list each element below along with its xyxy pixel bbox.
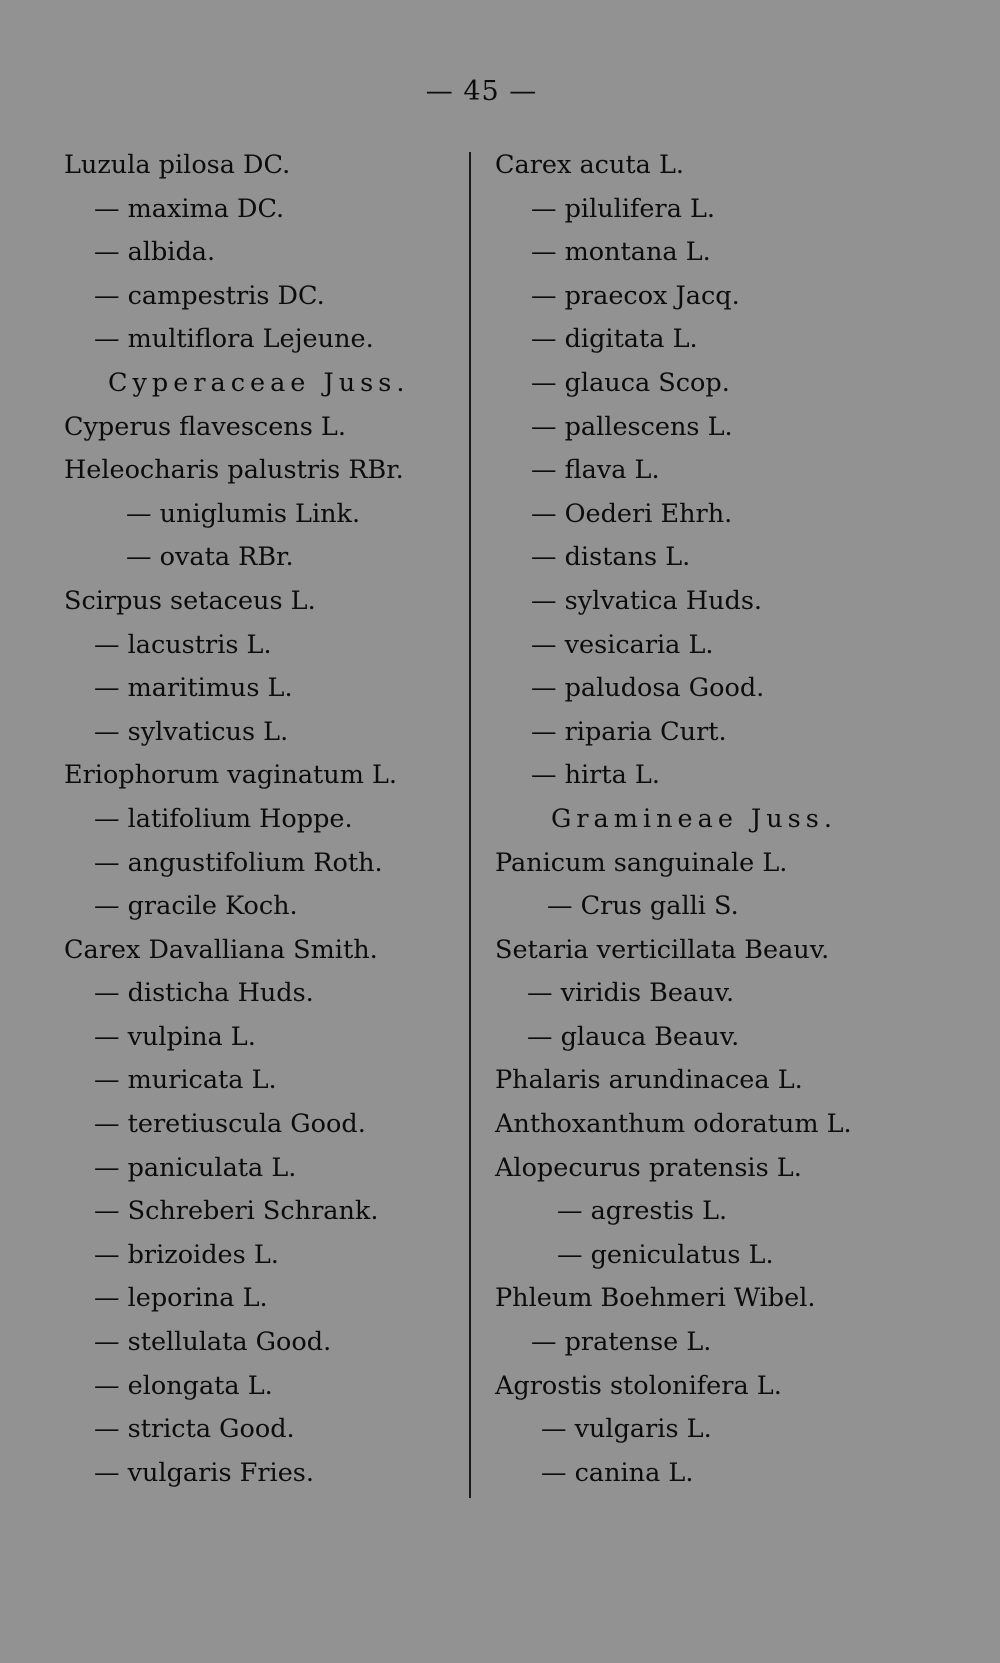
species-entry: — disticha Huds. (94, 978, 314, 1009)
species-entry: — multiflora Lejeune. (94, 324, 374, 355)
species-entry: — Crus galli S. (547, 891, 739, 922)
species-entry: Eriophorum vaginatum L. (64, 760, 398, 791)
species-entry: — latifolium Hoppe. (94, 803, 353, 834)
species-entry: — angustifolium Roth. (94, 847, 383, 878)
family-heading: Gramineae Juss. (551, 803, 837, 834)
species-entry: Luzula pilosa DC. (64, 150, 291, 180)
species-entry: — Oederi Ehrh. (531, 498, 733, 529)
species-entry: — geniculatus L. (557, 1239, 774, 1270)
species-entry: — pallescens L. (531, 411, 733, 442)
species-entry: — hirta L. (531, 760, 660, 791)
species-entry: Carex acuta L. (495, 150, 684, 180)
species-entry: Anthoxanthum odoratum L. (495, 1109, 852, 1140)
species-entry: Heleocharis palustris RBr. (64, 455, 404, 486)
species-entry: — muricata L. (94, 1065, 277, 1096)
species-entry: — sylvaticus L. (94, 716, 289, 747)
species-entry: — ovata RBr. (126, 542, 294, 573)
species-entry: — canina L. (541, 1457, 694, 1488)
species-entry: — teretiuscula Good. (94, 1109, 366, 1140)
species-entry: Panicum sanguinale L. (495, 847, 788, 878)
species-entry: — paniculata L. (94, 1152, 297, 1183)
species-entry: — lacustris L. (94, 629, 272, 660)
species-entry: — vulgaris Fries. (94, 1457, 314, 1488)
species-entry: Carex Davalliana Smith. (64, 934, 378, 965)
species-entry: — sylvatica Huds. (531, 585, 763, 616)
page-number: — 45 — (425, 76, 538, 107)
species-entry: — uniglumis Link. (126, 498, 361, 529)
species-entry: — vulpina L. (94, 1021, 256, 1052)
species-entry: Scirpus setaceus L. (64, 585, 316, 616)
species-entry: Phleum Boehmeri Wibel. (495, 1283, 816, 1314)
species-entry: Phalaris arundinacea L. (495, 1065, 803, 1096)
species-entry: — brizoides L. (94, 1239, 279, 1270)
species-entry: — glauca Scop. (531, 367, 730, 398)
species-entry: Cyperus flavescens L. (64, 411, 346, 442)
species-entry: — stricta Good. (94, 1414, 295, 1445)
species-entry: — stellulata Good. (94, 1327, 332, 1358)
species-entry: — praecox Jacq. (531, 280, 740, 311)
species-entry: — albida. (94, 237, 216, 268)
species-entry: — maritimus L. (94, 673, 293, 704)
species-entry: — flava L. (531, 455, 660, 486)
species-entry: Setaria verticillata Beauv. (495, 934, 830, 965)
species-entry: — pilulifera L. (531, 193, 716, 224)
species-entry: — paludosa Good. (531, 673, 765, 704)
species-entry: — elongata L. (94, 1370, 273, 1401)
species-entry: — distans L. (531, 542, 691, 573)
species-entry: — vesicaria L. (531, 629, 714, 660)
left-column (64, 144, 464, 1495)
species-entry: — vulgaris L. (541, 1414, 712, 1445)
species-entry: — agrestis L. (557, 1196, 728, 1227)
species-entry: — glauca Beauv. (527, 1021, 740, 1052)
species-entry: — pratense L. (531, 1327, 712, 1358)
species-entry: — montana L. (531, 237, 711, 268)
species-entry: — Schreberi Schrank. (94, 1196, 379, 1227)
species-entry: Agrostis stolonifera L. (495, 1370, 782, 1401)
species-entry: — riparia Curt. (531, 716, 727, 747)
column-divider (469, 152, 471, 1498)
species-entry: — maxima DC. (94, 193, 285, 224)
species-entry: — campestris DC. (94, 280, 325, 311)
species-entry: Alopecurus pratensis L. (495, 1152, 802, 1183)
species-entry: — gracile Koch. (94, 891, 298, 922)
species-entry: — digitata L. (531, 324, 698, 355)
species-entry: — leporina L. (94, 1283, 268, 1314)
species-entry: — viridis Beauv. (527, 978, 735, 1009)
right-column (495, 144, 915, 1495)
family-heading: Cyperaceae Juss. (108, 367, 410, 398)
